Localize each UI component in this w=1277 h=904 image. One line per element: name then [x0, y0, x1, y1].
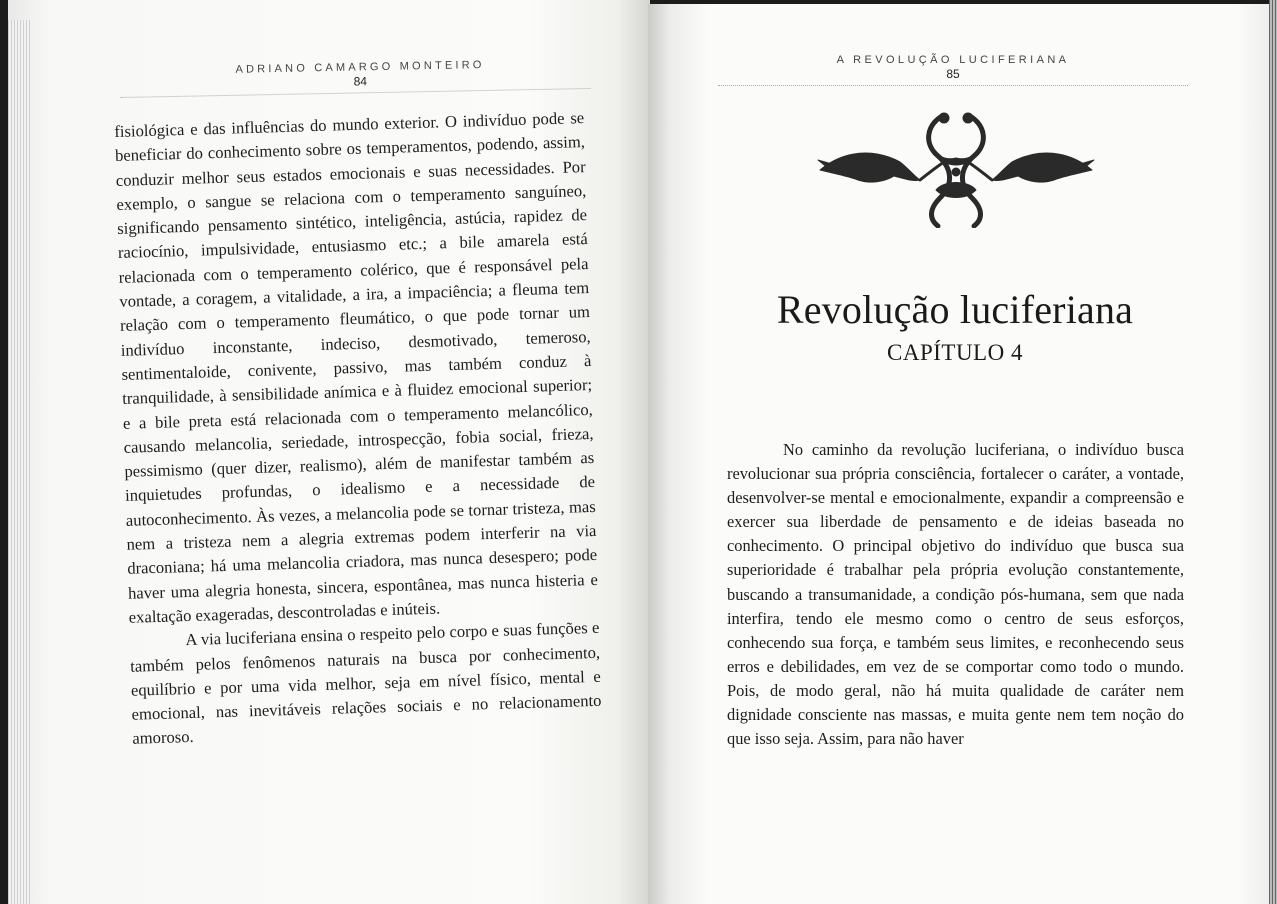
- dragon-ornament-icon: [814, 110, 1098, 228]
- header-rule: [718, 85, 1188, 86]
- paragraph: fisiológica e das influências do mundo exterior. O indivíduo pode se beneficiar do conhecimento sobre os temperamentos, podendo, assim, conduzir melhor seus estados emocionais e suas necessidades. Por exemplo, o sangue se relaciona com o temperamento sanguíneo, significando pensamento sintético, inteligência, astúcia, rapidez de raciocínio, impulsividade, entusiasmo etc.; a bile amarela está relacionada com o temperamento colérico, que é responsável pela vontade, a coragem, a vitalidade, a ira, a impaciência; a fleuma tem relação com o temperamento fleumático, o que pode tornar um indivíduo inconstante, indeciso, desmotivado, temeroso, sentimentaloide, conivente, passivo, mas também conduz à tranquilidade, à sensibilidade anímica e à fluidez emocional superior; e a bile preta está relacionada com o temperamento melancólico, causando melancolia, seriedade, introspecção, fobia social, frieza, pessimismo (quer dizer, realismo), além de manifestar também as inquietudes profundas, o idealismo e a necessidade de autoconhecimento. Às vezes, a melancolia pode se tornar tristeza, mas nem a tristeza nem a alegria extremas podem interferir na via draconiana; há uma melancolia criadora, mas nunca desespero; pode haver uma alegria honesta, sincera, espontânea, mas nunca histeria e exaltação exageradas, descontroladas e inúteis.: [114, 108, 599, 627]
- page-edges: [1269, 0, 1277, 904]
- running-head-author: ADRIANO CAMARGO MONTEIRO: [235, 59, 485, 76]
- right-page-body: [727, 438, 1184, 751]
- running-head-title: A REVOLUÇÃO LUCIFERIANA: [836, 54, 1070, 66]
- right-page-header: [718, 54, 1188, 86]
- chapter-title: Revolução luciferiana: [776, 287, 1134, 332]
- page-number: 85: [946, 67, 960, 81]
- chapter-number: CAPÍTULO 4: [887, 340, 1023, 365]
- left-page-body: [114, 106, 603, 751]
- paragraph: A via luciferiana ensina o respeito pelo corpo e suas funções e também pelos fenômenos naturais na busca por conhecimento, equilíbrio e por uma vida melhor, seja em nível físico, mental e emocional, nas inevitáveis relações sociais e no relacionamento amoroso.: [129, 618, 602, 749]
- page-edges: [8, 20, 30, 904]
- paragraph: No caminho da revolução luciferiana, o indivíduo busca revolucionar sua própria consciência, fortalecer o caráter, a vontade, desenvolver-se mental e emocionalmente, expandir a compreensão e exercer sua liberdade de pensamento e de ideias baseada no conhecimento. O principal objetivo do indivíduo que busca sua superioridade é trabalhar pela própria evolução constantemente, buscando a transumanidade, a condição pós-humana, sem que nada interfira, tendo ele mesmo como o centro de seus esforços, conhecendo sua força, e também seus limites, e reconhecendo seus erros e debilidades, em vez de se comportar como todo o mundo. Pois, de modo geral, não há muita qualidade de caráter nem dignidade consciente nas massas, e muita gente nem tem noção do que isso seja. Assim, para não haver: [727, 440, 1184, 749]
- page-number: 84: [353, 74, 368, 89]
